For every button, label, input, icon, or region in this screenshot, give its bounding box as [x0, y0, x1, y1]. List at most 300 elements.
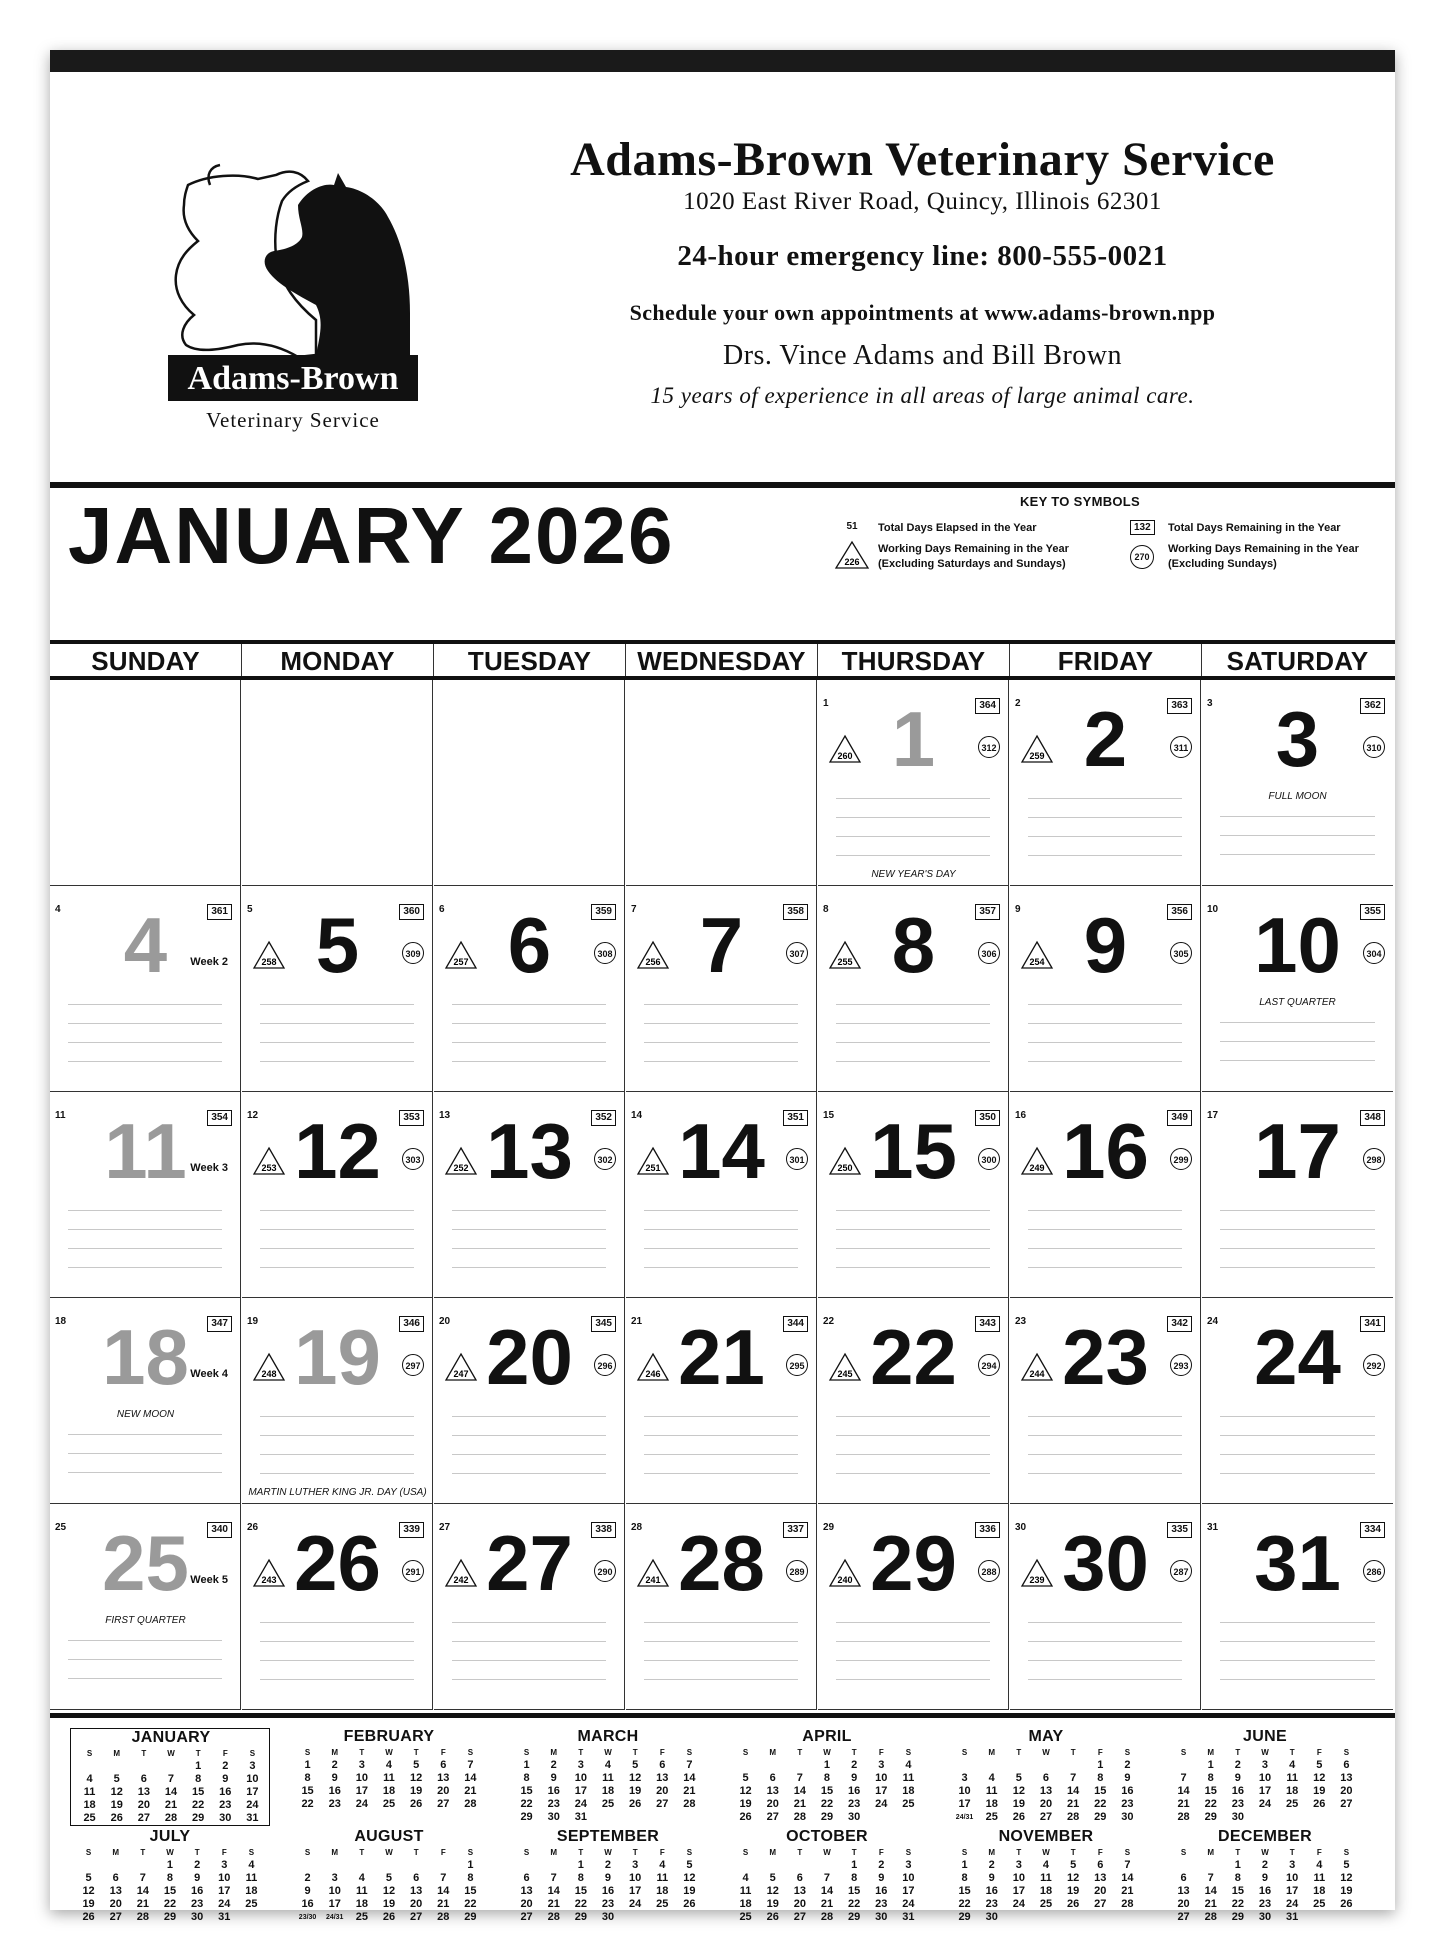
mini-day: 2 — [1261, 1859, 1269, 1871]
mini-day: 30 — [1121, 1811, 1134, 1823]
mini-day: 13 — [766, 1785, 779, 1797]
mini-day-header: T — [632, 1848, 638, 1857]
mini-day-header: F — [1097, 1748, 1103, 1757]
mini-day: 25 — [985, 1811, 998, 1823]
mini-day — [375, 1859, 402, 1872]
mini-day: 9 — [304, 1885, 311, 1897]
days-elapsed: 25 — [55, 1522, 67, 1533]
mini-day: 5 — [632, 1759, 639, 1771]
mini-day: 25 — [1313, 1898, 1326, 1910]
mini-day: 21 — [437, 1898, 450, 1910]
weekday-working-days: 256 — [645, 957, 661, 967]
days-remaining-box: 356 — [1167, 904, 1192, 920]
mini-day — [1306, 1811, 1333, 1824]
mini-day — [1333, 1911, 1360, 1924]
business-name: Adams-Brown Veterinary Service — [570, 133, 1275, 186]
mini-day: 8 — [467, 1872, 474, 1884]
triangle-icon — [636, 940, 670, 970]
mini-day-header: S — [1180, 1848, 1187, 1857]
days-remaining-box: 335 — [1167, 1522, 1192, 1538]
logo-name: Adams-Brown — [187, 360, 399, 397]
triangle-icon — [1020, 1558, 1054, 1588]
day-cell — [1202, 1298, 1393, 1504]
day-cell — [818, 1298, 1009, 1504]
mini-day-header: T — [578, 1748, 584, 1757]
key-elapsed-sample: 51 — [846, 521, 858, 532]
mini-month-name: SEPTEMBER — [556, 1828, 660, 1845]
weekday-friday: FRIDAY — [1010, 644, 1202, 676]
mini-day: 31 — [1286, 1911, 1299, 1923]
mini-day: 21 — [1204, 1898, 1217, 1910]
mini-day-header: M — [769, 1848, 777, 1857]
mini-day: 25 — [902, 1798, 915, 1810]
mini-day: 31 — [246, 1812, 259, 1824]
day-number: 10 — [1254, 901, 1341, 989]
mini-day: 5 — [1343, 1859, 1350, 1871]
working-days-circle: 302 — [594, 1148, 616, 1170]
mini-day: 25 — [382, 1798, 396, 1810]
triangle-icon — [444, 940, 478, 970]
days-elapsed: 27 — [439, 1522, 451, 1533]
writing-lines — [1220, 1604, 1375, 1686]
mini-day-header: F — [878, 1748, 884, 1757]
top-binding-bar — [50, 50, 1395, 72]
mini-day: 11 — [1040, 1872, 1052, 1884]
mini-day: 24 — [218, 1898, 231, 1910]
mini-day-header: W — [604, 1848, 612, 1857]
mini-day: 3 — [577, 1759, 584, 1771]
mini-month-table — [75, 1846, 265, 1924]
mini-day: 25 — [1286, 1798, 1299, 1810]
mini-day: 19 — [766, 1898, 779, 1910]
weekday-working-days: 244 — [1029, 1369, 1045, 1379]
mini-day: 16 — [848, 1785, 861, 1797]
mini-day: 21 — [464, 1785, 477, 1797]
day-number: 6 — [507, 901, 552, 989]
key-remaining-sample: 132 — [1130, 520, 1155, 535]
mini-day: 26 — [766, 1911, 779, 1923]
mini-day-header: F — [1097, 1848, 1103, 1857]
mini-day: 18 — [1039, 1885, 1053, 1897]
days-elapsed: 10 — [1207, 904, 1219, 915]
days-elapsed: 3 — [1207, 698, 1213, 709]
mini-day: 11 — [356, 1885, 368, 1897]
mini-day: 4 — [604, 1759, 612, 1771]
week-number: Week 5 — [190, 1574, 228, 1586]
mini-day: 27 — [437, 1798, 450, 1810]
mini-day: 11 — [245, 1872, 258, 1884]
mini-day: 27 — [656, 1798, 669, 1810]
triangle-icon — [828, 734, 862, 764]
mini-day — [348, 1859, 375, 1872]
mini-day: 29 — [192, 1812, 205, 1824]
writing-lines — [836, 1604, 990, 1686]
triangle-icon — [444, 1352, 478, 1382]
mini-day: 7 — [550, 1872, 557, 1884]
key-circle-sample: 270 — [1130, 545, 1154, 569]
mini-day — [676, 1911, 703, 1924]
writing-lines — [1220, 1004, 1375, 1068]
mini-day: 24 — [1286, 1898, 1299, 1910]
mini-day-header: M — [113, 1749, 121, 1758]
mini-day: 16 — [1258, 1885, 1272, 1897]
days-remaining-box: 350 — [975, 1110, 1000, 1126]
day-number: 16 — [1062, 1107, 1149, 1195]
mini-day: 1 — [1207, 1759, 1214, 1771]
mini-day: 12 — [382, 1885, 396, 1897]
mini-day: 7 — [796, 1772, 803, 1784]
mini-day: 23 — [601, 1898, 615, 1910]
mini-day-header: S — [523, 1748, 530, 1757]
emergency-line: 24-hour emergency line: 800-555-0021 — [677, 240, 1168, 272]
mini-day: 15 — [1231, 1885, 1244, 1897]
mini-day: 21 — [164, 1799, 178, 1811]
mini-day — [649, 1811, 676, 1824]
mini-day: 7 — [440, 1872, 447, 1884]
mini-day: 2 — [604, 1859, 612, 1871]
mini-day-header: T — [1016, 1848, 1022, 1857]
mini-day-header: W — [823, 1848, 831, 1857]
day-number: 9 — [1083, 901, 1128, 989]
weekday-thursday: THURSDAY — [818, 644, 1010, 676]
mini-day: 8 — [851, 1872, 858, 1884]
mini-day: 19 — [1067, 1885, 1080, 1897]
mini-day: 11 — [383, 1772, 395, 1784]
mini-day: 23 — [1121, 1798, 1134, 1810]
working-days-circle: 296 — [594, 1354, 616, 1376]
mini-day: 15 — [820, 1785, 834, 1797]
mini-day: 30 — [1231, 1811, 1244, 1823]
schedule-text: Schedule your own appointments at www.adams-brown.npp — [629, 300, 1216, 325]
key-tri-sample: 226 — [844, 557, 860, 567]
days-remaining-box: 337 — [783, 1522, 808, 1538]
mini-month-name: DECEMBER — [1218, 1828, 1312, 1845]
mini-month-april — [727, 1728, 927, 1826]
days-elapsed: 9 — [1015, 904, 1021, 915]
mini-day: 8 — [195, 1773, 202, 1785]
mini-day — [430, 1859, 457, 1872]
working-days-circle: 292 — [1363, 1354, 1385, 1376]
days-elapsed: 29 — [823, 1522, 835, 1533]
mini-day — [1060, 1911, 1087, 1924]
weekday-working-days: 249 — [1029, 1163, 1045, 1173]
mini-day: 23/30 — [298, 1914, 317, 1921]
mini-month-table — [76, 1747, 266, 1825]
mini-day-header: S — [467, 1748, 474, 1757]
mini-day: 16 — [301, 1898, 314, 1910]
mini-day: 20 — [1039, 1798, 1053, 1810]
mini-day: 26 — [1067, 1898, 1080, 1910]
day-number: 15 — [870, 1107, 957, 1195]
days-remaining-box: 360 — [399, 904, 424, 920]
mini-day: 14 — [1204, 1885, 1217, 1897]
working-days-circle: 291 — [402, 1560, 424, 1582]
mini-day: 16 — [219, 1786, 232, 1798]
mini-day — [1251, 1811, 1278, 1824]
logo-subtitle: Veterinary Service — [206, 408, 380, 432]
writing-lines — [644, 1398, 798, 1480]
mini-day-header: S — [961, 1748, 968, 1757]
mini-day: 16 — [1121, 1785, 1134, 1797]
mini-day: 27 — [520, 1911, 533, 1923]
mini-day: 27 — [109, 1911, 122, 1923]
mini-day: 14 — [683, 1772, 696, 1784]
mini-day-header: S — [905, 1748, 912, 1757]
mini-day — [1170, 1859, 1197, 1872]
mini-day — [594, 1811, 621, 1824]
mini-day — [1032, 1759, 1059, 1772]
mini-day: 21 — [1121, 1885, 1134, 1897]
mini-day: 31 — [574, 1811, 587, 1823]
mini-day — [868, 1811, 895, 1824]
mini-day: 24/31 — [955, 1814, 974, 1821]
mini-day: 7 — [1180, 1772, 1187, 1784]
weekday-working-days: 243 — [261, 1575, 277, 1585]
mini-day: 23 — [985, 1898, 998, 1910]
moon-phase: FULL MOON — [1268, 791, 1327, 802]
mini-day: 28 — [547, 1911, 560, 1923]
mini-day: 19 — [739, 1798, 752, 1810]
mini-day: 21 — [1067, 1798, 1080, 1810]
mini-day-header: W — [385, 1848, 393, 1857]
mini-day: 26 — [82, 1911, 95, 1923]
days-elapsed: 19 — [247, 1316, 259, 1327]
mini-day: 5 — [1070, 1859, 1077, 1871]
mini-day: 27 — [1039, 1811, 1053, 1823]
empty-day-cell — [434, 680, 625, 886]
mini-day: 10 — [875, 1772, 888, 1784]
working-days-circle: 311 — [1170, 736, 1192, 758]
day-cell — [626, 886, 817, 1092]
mini-day: 12 — [1067, 1872, 1080, 1884]
days-remaining-box: 334 — [1360, 1522, 1385, 1538]
mini-day: 28 — [793, 1811, 806, 1823]
working-days-circle: 307 — [786, 942, 808, 964]
mini-day: 11 — [1286, 1772, 1298, 1784]
days-remaining-box: 347 — [207, 1316, 232, 1332]
mini-day: 9 — [1124, 1772, 1131, 1784]
triangle-icon — [636, 1146, 670, 1176]
mini-day: 13 — [1177, 1885, 1190, 1897]
mini-day: 15 — [520, 1785, 533, 1797]
mini-day: 28 — [164, 1812, 178, 1824]
mini-day-header: S — [86, 1749, 93, 1758]
working-days-circle: 299 — [1170, 1148, 1192, 1170]
working-days-circle: 289 — [786, 1560, 808, 1582]
weekday-saturday: SATURDAY — [1226, 646, 1369, 676]
day-number: 18 — [102, 1313, 189, 1401]
mini-day: 28 — [437, 1911, 450, 1923]
mini-day: 1 — [851, 1859, 858, 1871]
mini-day: 29 — [520, 1811, 533, 1823]
mini-day: 23 — [191, 1898, 204, 1910]
mini-day: 13 — [656, 1772, 669, 1784]
mini-day: 24 — [574, 1798, 587, 1810]
mini-month-table — [732, 1846, 922, 1924]
mini-day: 18 — [355, 1898, 368, 1910]
mini-day: 16 — [875, 1885, 888, 1897]
day-number: 30 — [1062, 1519, 1149, 1607]
mini-day: 5 — [686, 1859, 693, 1871]
mini-day: 4 — [248, 1859, 255, 1871]
triangle-icon — [444, 1146, 478, 1176]
mini-day: 17 — [629, 1885, 642, 1897]
weekday-wednesday: WEDNESDAY — [626, 644, 818, 676]
mini-month-july — [70, 1828, 270, 1926]
mini-day: 5 — [385, 1872, 393, 1884]
mini-day: 16 — [328, 1785, 341, 1797]
vet-logo-icon — [148, 145, 458, 455]
mini-day: 31 — [218, 1911, 231, 1923]
day-cell — [818, 680, 1009, 886]
mini-day-header: S — [686, 1848, 693, 1857]
mini-day-header: M — [331, 1748, 339, 1757]
mini-day: 14 — [793, 1785, 806, 1797]
mini-day: 14 — [1067, 1785, 1080, 1797]
mini-day-header: W — [1261, 1848, 1269, 1857]
writing-lines — [836, 1192, 990, 1274]
days-elapsed: 26 — [247, 1522, 259, 1533]
weekday-working-days: 239 — [1029, 1575, 1045, 1585]
days-elapsed: 23 — [1015, 1316, 1027, 1327]
mini-day: 3 — [249, 1760, 256, 1772]
mini-month-name: APRIL — [802, 1728, 852, 1745]
mini-day: 8 — [1097, 1772, 1104, 1784]
mini-day: 24 — [875, 1798, 888, 1810]
mini-month-name: FEBRUARY — [343, 1728, 435, 1745]
mini-day: 15 — [958, 1885, 971, 1897]
mini-day: 26 — [1313, 1798, 1326, 1810]
mini-day: 3 — [221, 1859, 228, 1871]
mini-day: 27 — [410, 1911, 423, 1923]
mini-day: 3 — [878, 1759, 885, 1771]
mini-day — [1060, 1759, 1087, 1772]
days-remaining-box: 364 — [975, 698, 1000, 714]
mini-day: 28 — [136, 1911, 149, 1923]
writing-lines — [644, 1604, 798, 1686]
mini-day: 23 — [328, 1798, 341, 1810]
mini-day: 8 — [1234, 1872, 1241, 1884]
day-cell — [1010, 1092, 1201, 1298]
mini-day: 21 — [136, 1898, 149, 1910]
working-days-circle: 300 — [978, 1148, 1000, 1170]
mini-day: 19 — [683, 1885, 696, 1897]
working-days-circle: 293 — [1170, 1354, 1192, 1376]
mini-day: 18 — [382, 1785, 396, 1797]
mini-day: 13 — [437, 1772, 450, 1784]
mini-day: 3 — [961, 1772, 968, 1784]
day-cell — [1202, 1092, 1393, 1298]
mini-day: 8 — [577, 1872, 584, 1884]
mini-month-name: MARCH — [577, 1728, 639, 1745]
mini-day: 19 — [1340, 1885, 1353, 1897]
days-remaining-box: 336 — [975, 1522, 1000, 1538]
mini-day: 3 — [1261, 1759, 1269, 1771]
mini-day: 7 — [1070, 1772, 1077, 1784]
mini-day: 17 — [902, 1885, 915, 1897]
days-elapsed: 6 — [439, 904, 445, 915]
mini-day — [759, 1859, 786, 1872]
mini-month-november — [946, 1828, 1146, 1926]
mini-day: 5 — [742, 1772, 749, 1784]
mini-day — [732, 1859, 759, 1872]
mini-day-header: T — [140, 1848, 146, 1857]
mini-day-header: M — [769, 1748, 777, 1757]
mini-day: 3 — [331, 1872, 338, 1884]
mini-day: 29 — [1231, 1911, 1244, 1923]
mini-day: 18 — [656, 1885, 669, 1897]
mini-day-header: M — [550, 1848, 558, 1857]
mini-day: 1 — [577, 1859, 584, 1871]
key-elapsed-label: Total Days Elapsed in the Year — [878, 522, 1037, 534]
writing-lines — [1028, 1192, 1182, 1274]
mini-day: 13 — [793, 1885, 806, 1897]
mini-day-header: T — [194, 1848, 200, 1857]
mini-day — [1333, 1811, 1360, 1824]
mini-day-header: W — [166, 1848, 174, 1857]
days-elapsed: 7 — [631, 904, 637, 915]
key-tri-label-2: (Excluding Saturdays and Sundays) — [878, 558, 1066, 570]
days-remaining-box: 362 — [1360, 698, 1385, 714]
working-days-circle: 286 — [1363, 1560, 1385, 1582]
mini-day: 1 — [1234, 1859, 1241, 1871]
mini-day: 18 — [245, 1885, 258, 1897]
day-cell — [434, 886, 625, 1092]
mini-day: 15 — [163, 1885, 177, 1897]
mini-day: 4 — [742, 1872, 749, 1884]
mini-day: 17 — [875, 1785, 888, 1797]
mini-day: 19 — [382, 1898, 396, 1910]
mini-day: 30 — [875, 1911, 888, 1923]
mini-day — [676, 1811, 703, 1824]
mini-day: 26 — [382, 1911, 396, 1923]
day-cell — [1202, 680, 1393, 886]
mini-month-name: NOVEMBER — [998, 1828, 1094, 1845]
writing-lines — [452, 1604, 606, 1686]
writing-lines — [644, 1192, 798, 1274]
mini-day: 1 — [467, 1859, 474, 1871]
weekday-working-days: 250 — [837, 1163, 853, 1173]
day-number: 23 — [1062, 1313, 1149, 1401]
day-cell — [242, 1092, 433, 1298]
mini-day: 5 — [1316, 1759, 1323, 1771]
moon-phase: FIRST QUARTER — [105, 1615, 186, 1626]
mini-day: 16 — [1231, 1785, 1244, 1797]
key-circle-label-1: Working Days Remaining in the Year — [1168, 543, 1359, 555]
day-cell — [242, 1298, 433, 1504]
mini-day: 30 — [219, 1812, 232, 1824]
day-cell — [818, 886, 1009, 1092]
day-number: 19 — [294, 1313, 381, 1401]
day-cell — [50, 1092, 241, 1298]
days-remaining-box: 358 — [783, 904, 808, 920]
mini-day: 6 — [1097, 1859, 1104, 1871]
mini-day-header: T — [413, 1748, 419, 1757]
mini-day: 2 — [331, 1759, 338, 1771]
working-days-circle: 306 — [978, 942, 1000, 964]
mini-day: 3 — [905, 1859, 912, 1871]
mini-day-header: T — [851, 1848, 857, 1857]
day-number: 21 — [678, 1313, 765, 1401]
experience-text: 15 years of experience in all areas of large animal care. — [650, 383, 1195, 408]
weekday-working-days: 251 — [645, 1163, 661, 1173]
mini-day: 6 — [112, 1872, 119, 1884]
mini-day-header: T — [413, 1848, 419, 1857]
working-days-circle: 295 — [786, 1354, 808, 1376]
business-address: 1020 East River Road, Quincy, Illinois 62301 — [683, 188, 1162, 215]
day-number: 20 — [486, 1313, 573, 1401]
weekday-working-days: 258 — [261, 957, 277, 967]
